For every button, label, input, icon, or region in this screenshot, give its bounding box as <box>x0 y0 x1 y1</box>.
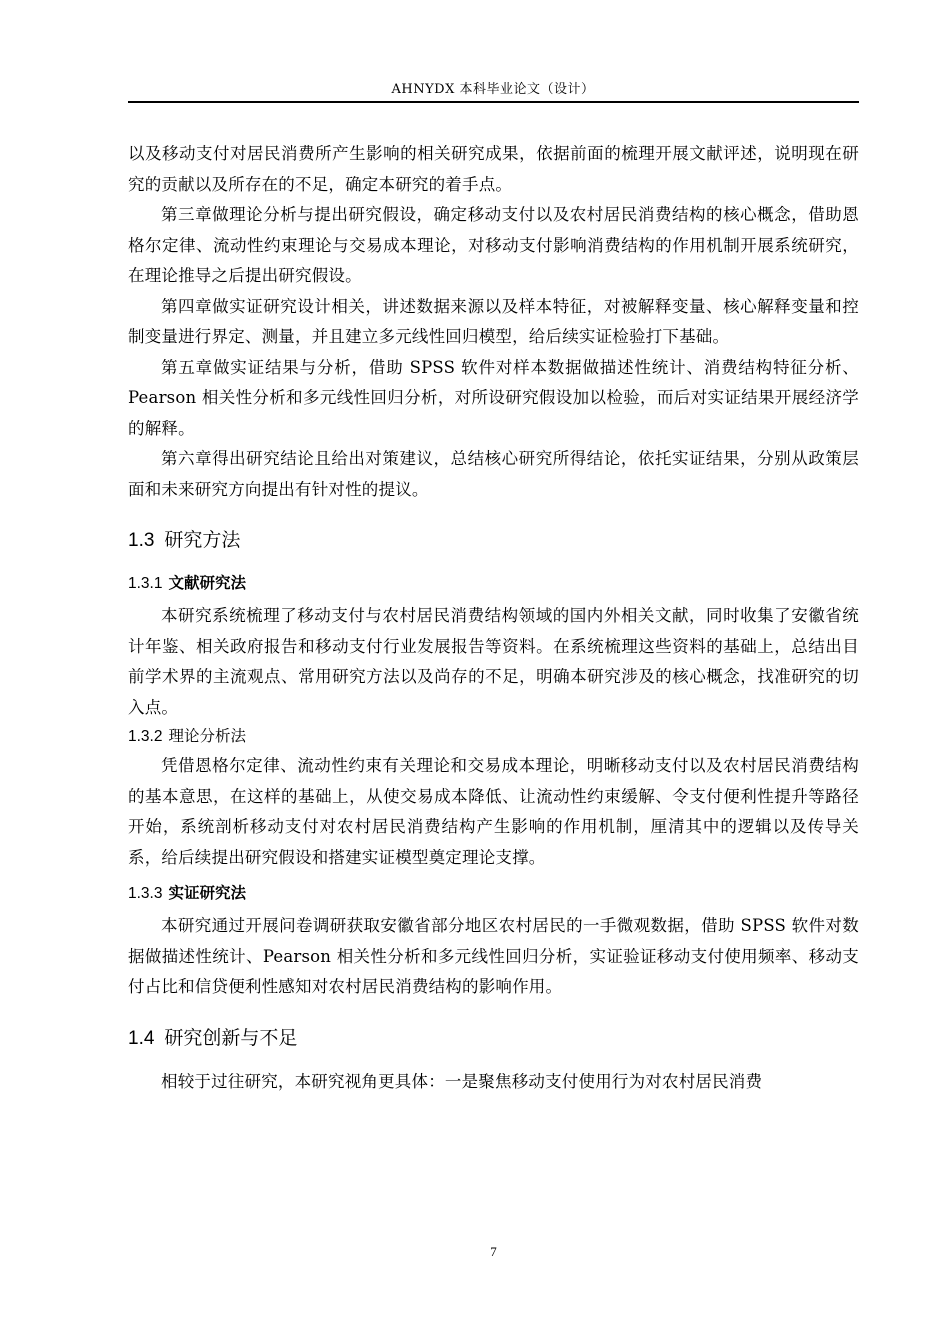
paragraph: 第四章做实证研究设计相关，讲述数据来源以及样本特征，对被解释变量、核心解释变量和控制变量进行界定、测量，并且建立多元线性回归模型，给后续实证检验打下基础。 <box>128 296 859 346</box>
subsection-title: 理论分析法 <box>168 728 246 745</box>
subsection-number: 1.3.3 <box>128 885 163 902</box>
section-heading-1-3 <box>128 526 859 555</box>
subsection-title: 实证研究法 <box>168 884 246 902</box>
subsection-title: 文献研究法 <box>168 574 246 592</box>
header-rule <box>128 101 859 103</box>
subsection-heading-1-3-3 <box>128 879 859 908</box>
paragraph: 本研究通过开展问卷调研获取安徽省部分地区农村居民的一手微观数据，借助 SPSS 软件对数据做描述性统计、Pearson 相关性分析和多元线性回归分析，实证验证移动支付使用频率、移动支付占比和信贷便利性感知对农村居民消费结构的影响作用。 <box>128 916 859 996</box>
paragraph: 凭借恩格尔定律、流动性约束有关理论和交易成本理论，明晰移动支付以及农村居民消费结构的基本意思，在这样的基础上，从使交易成本降低、让流动性约束缓解、令支付便利性提升等路径开始，系统剖析移动支付对农村居民消费结构产生影响的作用机制，厘清其中的逻辑以及传导关系，给后续提出研究假设和搭建实证模型奠定理论支撑。 <box>128 756 859 867</box>
paragraph: 第三章做理论分析与提出研究假设，确定移动支付以及农村居民消费结构的核心概念，借助恩格尔定律、流动性约束理论与交易成本理论，对移动支付影响消费结构的作用机制开展系统研究，在理论推导之后提出研究假设。 <box>128 205 859 285</box>
paragraph: 第五章做实证结果与分析，借助 SPSS 软件对样本数据做描述性统计、消费结构特征分析、Pearson 相关性分析和多元线性回归分析，对所设研究假设加以检验，而后对实证结果开展经济学的解释。 <box>128 357 859 438</box>
subsection-number: 1.3.1 <box>128 575 163 592</box>
subsection-heading-1-3-2 <box>128 723 859 751</box>
subsection-number: 1.3.2 <box>128 728 163 745</box>
page-body <box>128 139 859 1097</box>
page-number: 7 <box>490 1244 497 1259</box>
running-header: AHNYDX 本科毕业论文（设计） <box>391 82 595 97</box>
section-number: 1.3 <box>128 530 155 551</box>
section-title: 研究创新与不足 <box>164 1026 298 1049</box>
subsection-heading-1-3-1 <box>128 569 859 598</box>
paragraph: 以及移动支付对居民消费所产生影响的相关研究成果，依据前面的梳理开展文献评述，说明现在研究的贡献以及所存在的不足，确定本研究的着手点。 <box>128 144 859 194</box>
section-title: 研究方法 <box>164 529 241 551</box>
paragraph: 相较于过往研究，本研究视角更具体：一是聚焦移动支付使用行为对农村居民消费 <box>161 1071 763 1091</box>
paragraph: 第六章得出研究结论且给出对策建议，总结核心研究所得结论，依托实证结果，分别从政策层面和未来研究方向提出有针对性的提议。 <box>128 449 859 499</box>
paragraph: 本研究系统梳理了移动支付与农村居民消费结构领域的国内外相关文献，同时收集了安徽省统计年鉴、相关政府报告和移动支付行业发展报告等资料。在系统梳理这些资料的基础上，总结出目前学术界的主流观点、常用研究方法以及尚存的不足，明确本研究涉及的核心概念，找准研究的切入点。 <box>128 606 859 717</box>
section-number: 1.4 <box>128 1027 155 1049</box>
section-heading-1-4 <box>128 1024 859 1053</box>
